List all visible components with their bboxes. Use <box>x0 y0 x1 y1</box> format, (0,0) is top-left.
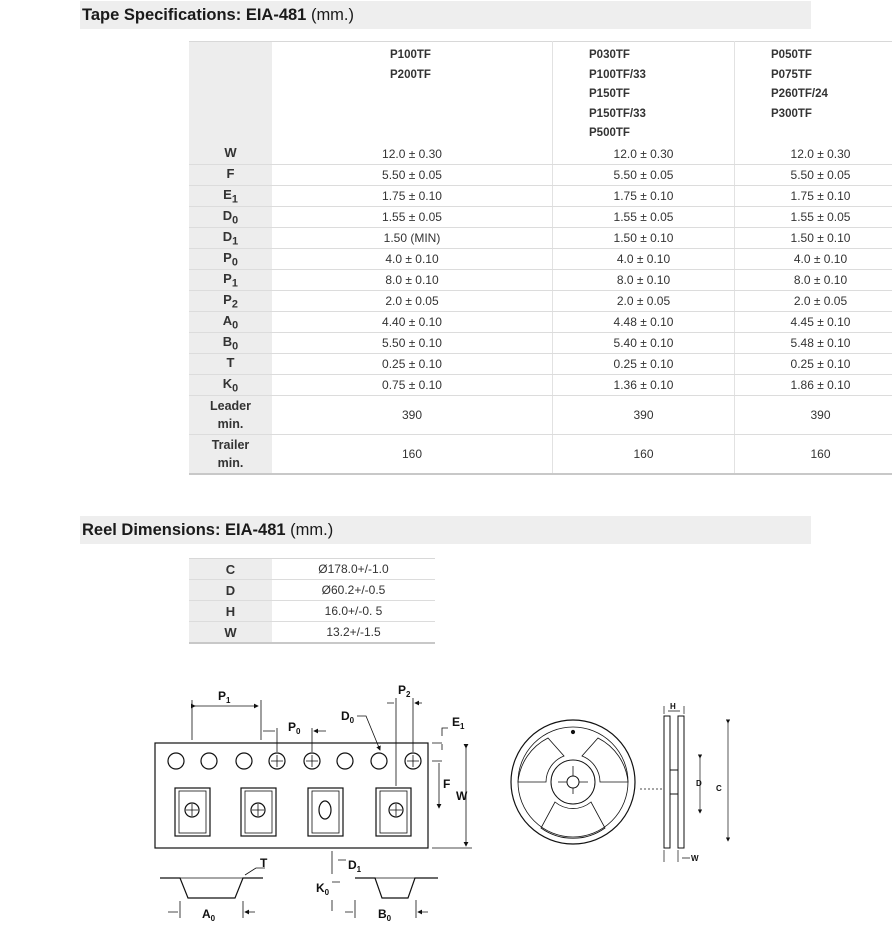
row-label: F <box>189 165 272 186</box>
cell: 390 <box>735 396 892 435</box>
cell: 4.40 ± 0.10 <box>272 312 553 333</box>
label-w: W <box>456 789 468 803</box>
cell: 5.50 ± 0.05 <box>735 165 892 186</box>
tape-header-row <box>189 42 892 145</box>
row-label: C <box>189 559 272 580</box>
table-row <box>189 207 892 228</box>
label-p0: $P_0$ <box>288 720 301 736</box>
header-col1: P100TF P200TF <box>272 42 553 145</box>
cell: 5.50 ± 0.05 <box>553 165 735 186</box>
table-row <box>189 312 892 333</box>
label-p1: $P_1$ <box>218 689 231 705</box>
cell: 1.55 ± 0.05 <box>553 207 735 228</box>
cell: 1.36 ± 0.10 <box>553 375 735 396</box>
cell: 4.0 ± 0.10 <box>272 249 553 270</box>
cell: 5.50 ± 0.10 <box>272 333 553 354</box>
label-f: F <box>443 777 451 791</box>
cell: 8.0 ± 0.10 <box>553 270 735 291</box>
header-corner <box>189 42 272 145</box>
label-b0: $B_0$ <box>378 907 392 923</box>
table-row <box>189 354 892 375</box>
cell: 0.25 ± 0.10 <box>272 354 553 375</box>
label-reel-d: D <box>696 779 702 788</box>
cell: Ø178.0+/-1.0 <box>272 559 435 580</box>
table-row <box>189 580 435 601</box>
table-row <box>189 144 892 165</box>
cell: 0.25 ± 0.10 <box>735 354 892 375</box>
sprocket-holes <box>168 753 421 769</box>
cell: 2.0 ± 0.05 <box>735 291 892 312</box>
cell: 4.45 ± 0.10 <box>735 312 892 333</box>
row-label: D <box>189 580 272 601</box>
table-row-trailer <box>189 435 892 475</box>
cell: 160 <box>272 435 553 475</box>
reel-front-view <box>511 720 635 844</box>
cell: 8.0 ± 0.10 <box>735 270 892 291</box>
carrier-tape-drawing <box>155 698 472 918</box>
cell: 1.55 ± 0.05 <box>272 207 553 228</box>
cell: 1.50 ± 0.10 <box>735 228 892 249</box>
row-label: W <box>189 622 272 644</box>
table-row <box>189 333 892 354</box>
cell: 5.50 ± 0.05 <box>272 165 553 186</box>
table-row-leader <box>189 396 892 435</box>
table-row <box>189 165 892 186</box>
cell: 1.50 (MIN) <box>272 228 553 249</box>
label-e1: $E_1$ <box>452 715 465 731</box>
row-label: $B_0$ <box>189 333 272 354</box>
table-row <box>189 270 892 291</box>
cell: 1.75 ± 0.10 <box>272 186 553 207</box>
row-label: T <box>189 354 272 375</box>
cell: 390 <box>272 396 553 435</box>
row-label: $K_0$ <box>189 375 272 396</box>
cell: 1.50 ± 0.10 <box>553 228 735 249</box>
label-reel-w: W <box>691 854 699 863</box>
table-row <box>189 559 435 580</box>
cell: 1.75 ± 0.10 <box>553 186 735 207</box>
reel-dimensions-table <box>189 558 435 644</box>
cell: 160 <box>735 435 892 475</box>
cell: 16.0+/-0. 5 <box>272 601 435 622</box>
row-label: $P_2$ <box>189 291 272 312</box>
cell: 4.0 ± 0.10 <box>735 249 892 270</box>
cell: 1.55 ± 0.05 <box>735 207 892 228</box>
tape-spec-table <box>189 41 892 475</box>
component-pockets <box>175 788 411 836</box>
cell: 160 <box>553 435 735 475</box>
tape-spec-heading: Tape Specifications: EIA-481 (mm.) <box>80 1 811 29</box>
table-row <box>189 622 435 644</box>
label-d0: $D_0$ <box>341 709 355 725</box>
cell: 8.0 ± 0.10 <box>272 270 553 291</box>
row-label: $D_1$ <box>189 228 272 249</box>
header-col3: P050TF P075TF P260TF/24 P300TF <box>735 42 892 145</box>
cell: 13.2+/-1.5 <box>272 622 435 644</box>
cell: 0.25 ± 0.10 <box>553 354 735 375</box>
table-row <box>189 249 892 270</box>
cell: 2.0 ± 0.05 <box>553 291 735 312</box>
row-label: H <box>189 601 272 622</box>
reel-side-view <box>640 706 728 862</box>
header-col2: P030TF P100TF/33 P150TF P150TF/33 P500TF <box>553 42 735 145</box>
diagram-labels <box>202 683 722 923</box>
row-label: Leader min. <box>189 396 272 435</box>
label-d1: $D_1$ <box>348 858 362 874</box>
table-row <box>189 601 435 622</box>
row-label: $E_1$ <box>189 186 272 207</box>
cell: 12.0 ± 0.30 <box>553 144 735 165</box>
reel-dimensions-heading: Reel Dimensions: EIA-481 (mm.) <box>80 516 811 544</box>
cell: 4.48 ± 0.10 <box>553 312 735 333</box>
cell: Ø60.2+/-0.5 <box>272 580 435 601</box>
table-row <box>189 186 892 207</box>
cell: 12.0 ± 0.30 <box>735 144 892 165</box>
row-label: Trailer min. <box>189 435 272 475</box>
tape-and-reel-diagram <box>150 678 750 930</box>
row-label: $D_0$ <box>189 207 272 228</box>
row-label: W <box>189 144 272 165</box>
label-k0: $K_0$ <box>316 881 330 897</box>
cell: 0.75 ± 0.10 <box>272 375 553 396</box>
table-row <box>189 228 892 249</box>
cell: 1.75 ± 0.10 <box>735 186 892 207</box>
label-reel-h: H <box>670 702 676 711</box>
cell: 5.40 ± 0.10 <box>553 333 735 354</box>
cell: 12.0 ± 0.30 <box>272 144 553 165</box>
table-row <box>189 375 892 396</box>
label-t: T <box>260 856 268 870</box>
row-label: $A_0$ <box>189 312 272 333</box>
cell: 4.0 ± 0.10 <box>553 249 735 270</box>
cell: 390 <box>553 396 735 435</box>
label-p2: $P_2$ <box>398 683 411 699</box>
row-label: $P_1$ <box>189 270 272 291</box>
cell: 5.48 ± 0.10 <box>735 333 892 354</box>
label-reel-c: C <box>716 784 722 793</box>
cell: 2.0 ± 0.05 <box>272 291 553 312</box>
row-label: $P_0$ <box>189 249 272 270</box>
table-row <box>189 291 892 312</box>
cell: 1.86 ± 0.10 <box>735 375 892 396</box>
label-a0: $A_0$ <box>202 907 216 923</box>
